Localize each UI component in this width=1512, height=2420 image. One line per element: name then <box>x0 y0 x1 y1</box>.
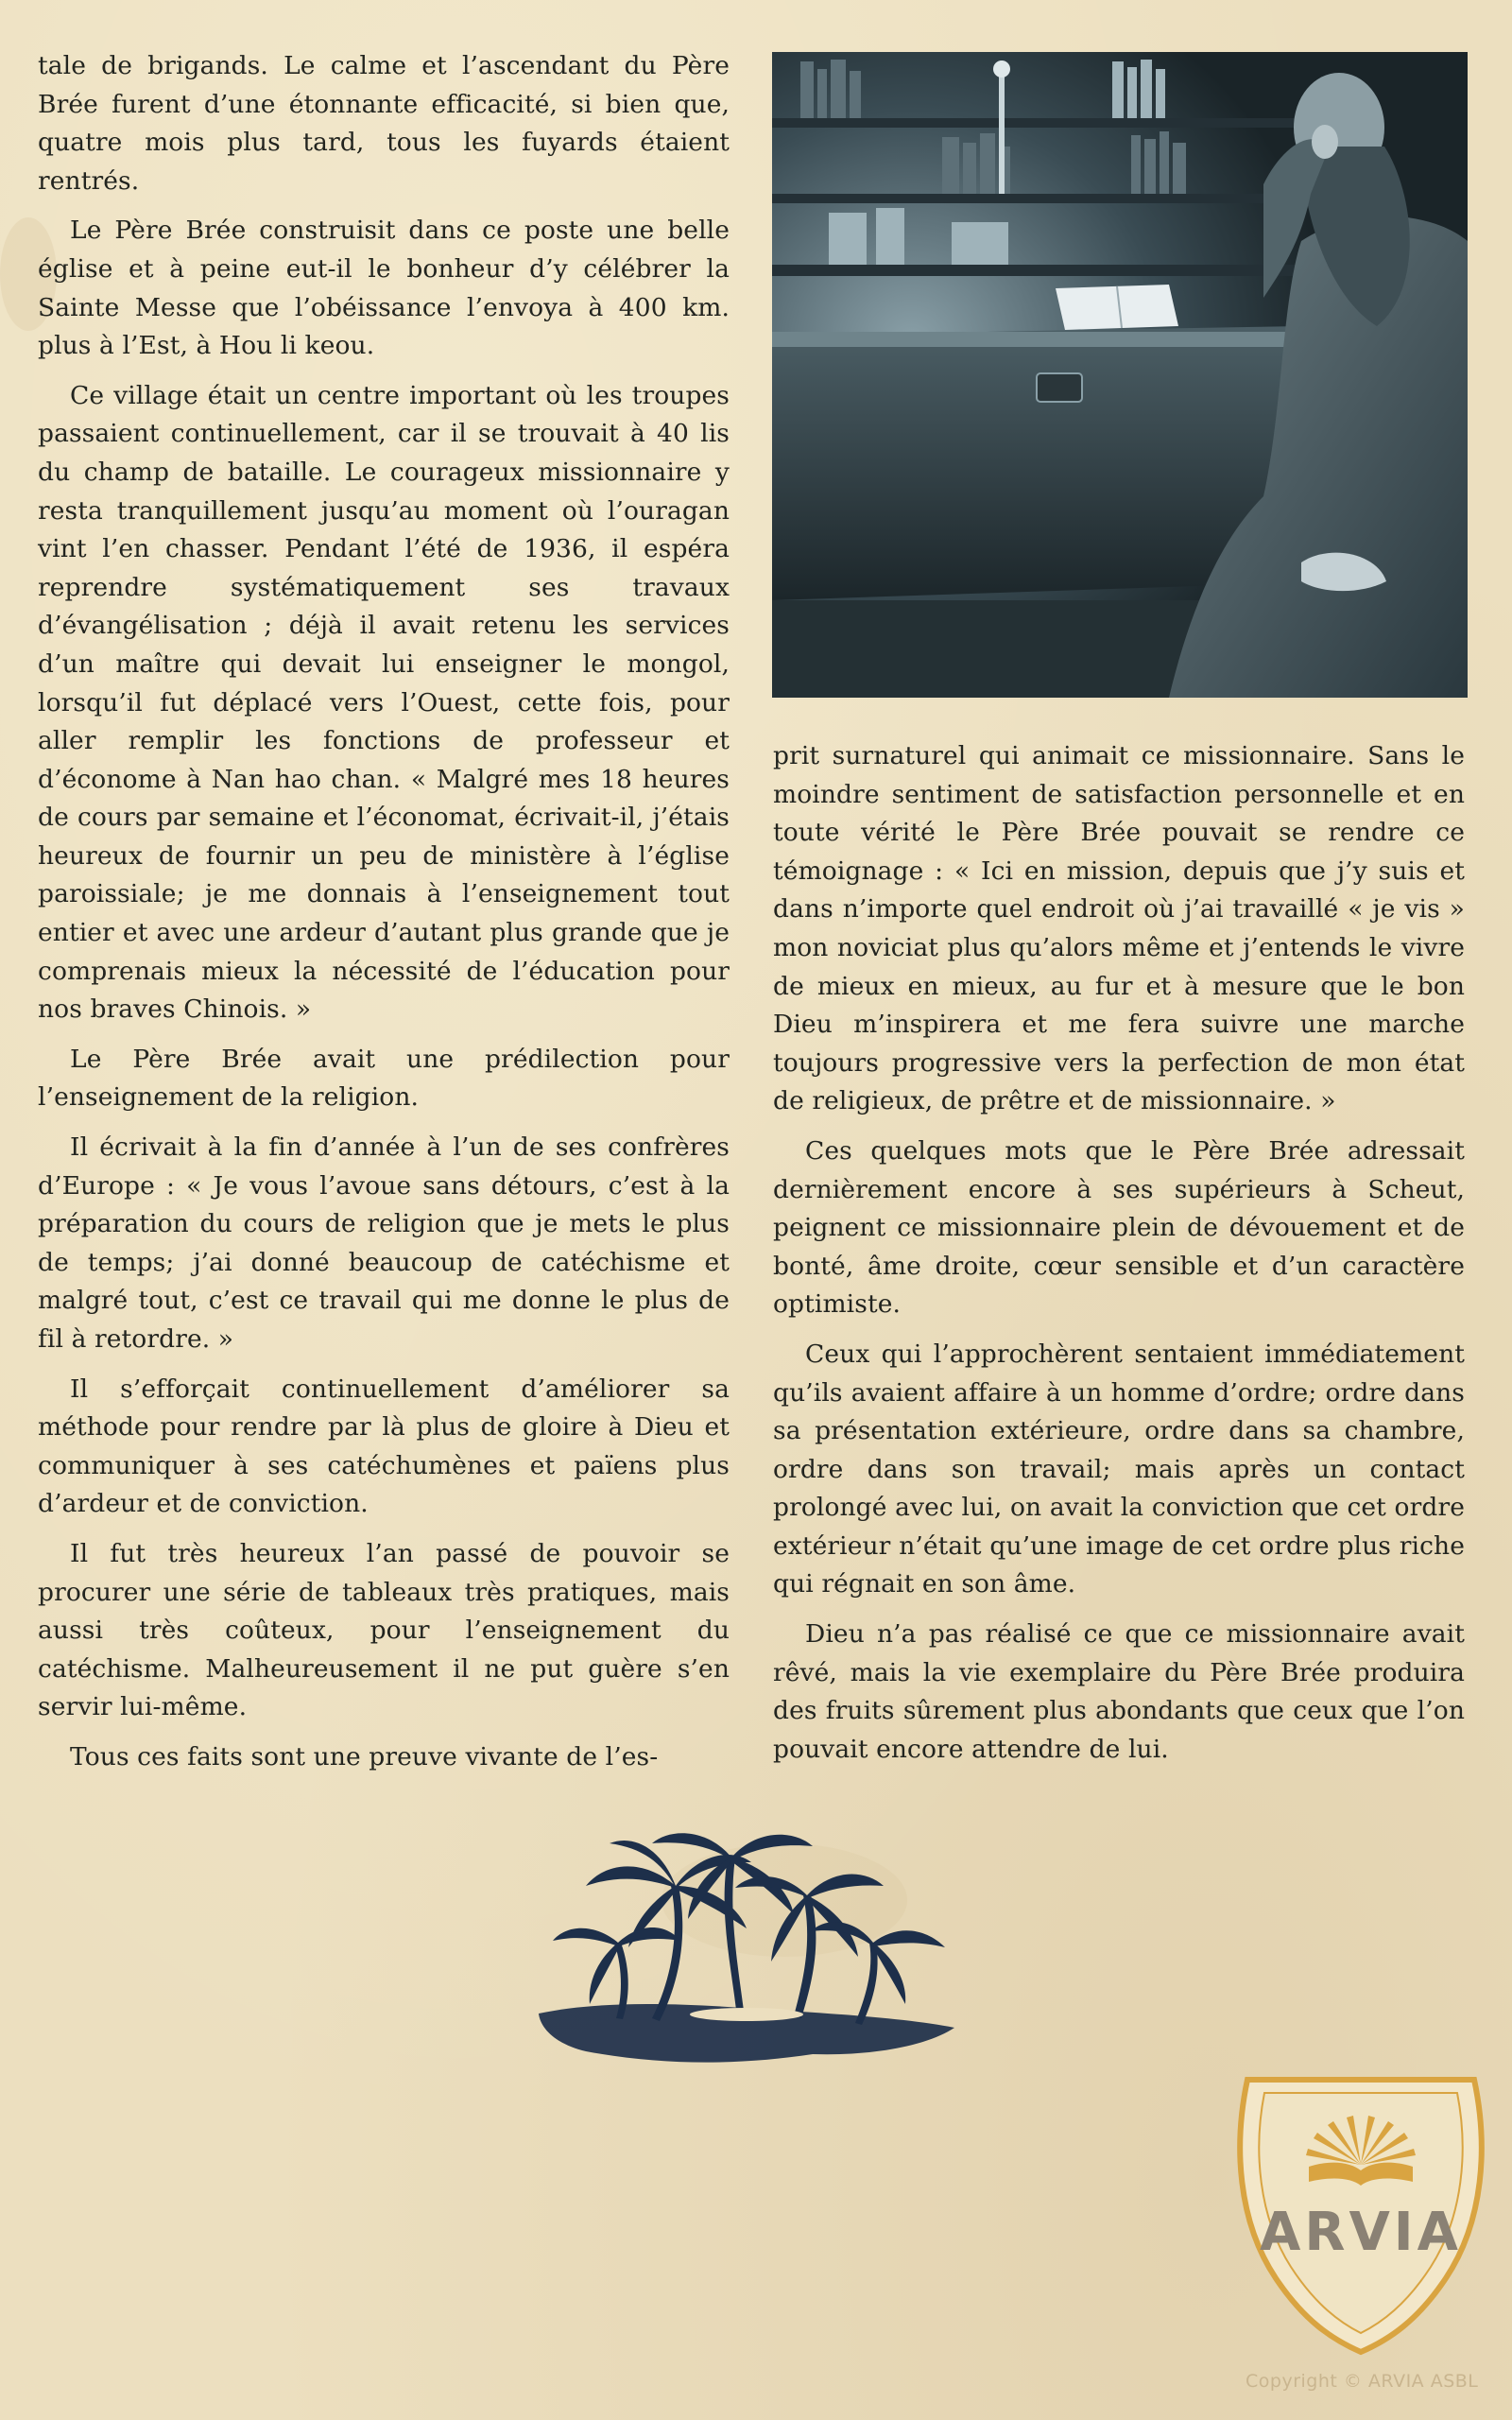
paragraph: Il s’efforçait continuellement d’améliorer sa méthode pour rendre par là plus de gloire à Dieu et communiquer à ses catéchumènes et païens plus d’ardeur et de conviction. <box>38 1374 730 1519</box>
portrait-photo <box>772 52 1468 698</box>
paragraph: Il fut très heureux l’an passé de pouvoir se procurer une série de tableaux très pratiques, mais aussi très coûteux, pour l’enseignement du catéchisme. Malheureusement il ne put guère s’en servir lui-même. <box>38 1538 730 1722</box>
arvia-logo-badge <box>1219 2061 1503 2367</box>
paragraph: Il écrivait à la fin d’année à l’un de ses confrères d’Europe : « Je vous l’avoue sans détours, c’est à la préparation du cours de religion que je mets le plus de temps; j’ai donné beaucoup de catéchisme et malgré tout, c’est ce travail qui me donne le plus de fil à retordre. » <box>38 1132 730 1354</box>
paragraph: tale de brigands. Le calme et l’ascendant du Père Brée furent d’une étonnante efficacité, si bien que, quatre mois plus tard, tous les fuyards étaient rentrés. <box>38 51 730 196</box>
paragraph: Ceux qui l’approchèrent sentaient immédiatement qu’ils avaient affaire à un homme d’ordre; ordre dans sa présentation extérieure, ordre dans sa chambre, ordre dans son travail; mais après un contact prolongé avec lui, on avait la conviction que cet ordre extérieur n’était qu’une image de cet ordre plus riche qui régnait en son âme. <box>773 1339 1465 1599</box>
paragraph: Le Père Brée construisit dans ce poste une belle église et à peine eut-il le bonheur d’y célébrer la Sainte Messe que l’obéissance l’envoya à 400 km. plus à l’Est, à Hou li keou. <box>38 216 730 361</box>
right-text-column <box>773 737 1465 1769</box>
copyright-notice: Copyright © ARVIA ASBL <box>1246 2371 1479 2392</box>
paragraph: Le Père Brée avait une prédilection pour l’enseignement de la religion. <box>38 1044 730 1113</box>
logo-text: ARVIA <box>1260 2202 1462 2263</box>
paragraph: Ces quelques mots que le Père Brée adressait dernièrement encore à ses supérieurs à Scheut, peignent ce missionnaire plein de dévouement et de bonté, âme droite, cœur sensible et d’un caractère optimiste. <box>773 1135 1465 1320</box>
paragraph: prit surnaturel qui animait ce missionnaire. Sans le moindre sentiment de satisfaction personnelle et en toute vérité le Père Brée pouvait se rendre ce témoignage : « Ici en mission, depuis que j’y suis et dans n’importe quel endroit où j’ai travaillé « je vis » mon noviciat plus qu’alors même et j’entends le vivre de mieux en mieux, au fur et à mesure que le bon Dieu m’inspirera et me fera suivre une marche toujours progressive vers la perfection de mon état de religieux, de prêtre et de missionnaire. » <box>773 741 1465 1116</box>
paragraph: Tous ces faits sont une preuve vivante de l’es- <box>70 1741 659 1772</box>
paragraph: Ce village était un centre important où les troupes passaient continuellement, car il se trouvait à 40 lis du champ de bataille. Le courageux missionnaire y resta tranquillement jusqu’au moment où l’ouragan vint l’en chasser. Pendant l’été de 1936, il espéra reprendre systématiquement ses travaux d’évangélisation ; déjà il avait retenu les services d’un maître qui devait lui enseigner le mongol, lorsqu’il fut déplacé vers l’Ouest, cette fois, pour aller remplir les fonctions de professeur et d’économe à Nan hao chan. « Malgré mes 18 heures de cours par semaine et l’économat, écrivait-il, j’étais heureux de fournir un peu de ministère à l’église paroissiale; je me donnais à l’enseignement tout entier et avec une ardeur d’autant plus grande que je comprenais mieux la nécessité de l’éducation pour nos braves Chinois. » <box>38 380 730 1025</box>
left-text-column <box>38 47 730 1777</box>
paragraph: Dieu n’a pas réalisé ce que ce missionnaire avait rêvé, mais la vie exemplaire du Père Brée produira des fruits sûrement plus abondants que ceux que l’on pouvait encore attendre de lui. <box>773 1619 1465 1764</box>
palm-tree-vignette <box>529 1829 964 2135</box>
